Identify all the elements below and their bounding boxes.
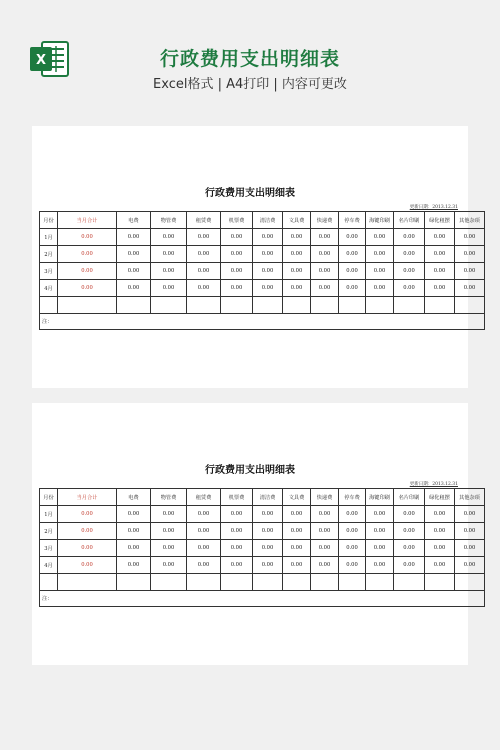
value-cell: 0.00 [253, 263, 283, 280]
value-cell: 0.00 [151, 540, 187, 557]
column-header: 名片印刷 [394, 212, 425, 229]
column-header: 其他杂项 [455, 489, 485, 506]
sheet-title: 行政费用支出明细表 [205, 188, 295, 199]
value-cell: 0.00 [455, 246, 485, 263]
column-header: 名片印刷 [394, 489, 425, 506]
value-cell: 0.00 [394, 229, 425, 246]
value-cell: 0.00 [117, 246, 151, 263]
empty-cell [311, 297, 339, 314]
value-cell: 0.00 [221, 229, 253, 246]
empty-cell [455, 574, 485, 591]
value-cell: 0.00 [455, 540, 485, 557]
column-header: 当月合计 [58, 212, 117, 229]
value-cell: 0.00 [187, 229, 221, 246]
value-cell: 0.00 [221, 540, 253, 557]
value-cell: 0.00 [455, 506, 485, 523]
sheet-preview-2 [32, 403, 480, 665]
empty-row [40, 574, 485, 591]
value-cell: 0.00 [425, 557, 455, 574]
column-header: 停车费 [339, 489, 366, 506]
value-cell: 0.00 [253, 523, 283, 540]
column-header: 文具费 [283, 212, 311, 229]
value-cell: 0.00 [58, 263, 117, 280]
value-cell: 0.00 [455, 280, 485, 297]
update-date: 更新日期：2013.12.31 [409, 482, 458, 487]
value-cell: 0.00 [283, 246, 311, 263]
column-header: 清洁费 [253, 212, 283, 229]
empty-cell [58, 297, 117, 314]
column-header: 机票费 [221, 489, 253, 506]
table-row [40, 229, 485, 246]
empty-cell [283, 574, 311, 591]
header-row [40, 212, 485, 229]
empty-cell [40, 297, 58, 314]
expense-table [39, 211, 485, 330]
value-cell: 0.00 [151, 506, 187, 523]
empty-cell [339, 574, 366, 591]
value-cell: 0.00 [187, 540, 221, 557]
value-cell: 0.00 [311, 263, 339, 280]
column-header: 机票费 [221, 212, 253, 229]
month-cell: 3月 [40, 540, 58, 557]
value-cell: 0.00 [425, 263, 455, 280]
value-cell: 0.00 [366, 229, 394, 246]
column-header: 海键印刷 [366, 489, 394, 506]
value-cell: 0.00 [117, 557, 151, 574]
value-cell: 0.00 [366, 506, 394, 523]
value-cell: 0.00 [58, 280, 117, 297]
value-cell: 0.00 [455, 557, 485, 574]
value-cell: 0.00 [283, 523, 311, 540]
value-cell: 0.00 [339, 523, 366, 540]
value-cell: 0.00 [394, 557, 425, 574]
value-cell: 0.00 [283, 263, 311, 280]
value-cell: 0.00 [394, 263, 425, 280]
value-cell: 0.00 [425, 246, 455, 263]
value-cell: 0.00 [394, 506, 425, 523]
value-cell: 0.00 [151, 263, 187, 280]
value-cell: 0.00 [283, 540, 311, 557]
table-row [40, 557, 485, 574]
empty-cell [117, 574, 151, 591]
value-cell: 0.00 [366, 557, 394, 574]
month-cell: 2月 [40, 246, 58, 263]
value-cell: 0.00 [117, 540, 151, 557]
value-cell: 0.00 [455, 229, 485, 246]
value-cell: 0.00 [311, 229, 339, 246]
logo-letter: X [35, 53, 47, 68]
value-cell: 0.00 [151, 246, 187, 263]
empty-cell [40, 574, 58, 591]
value-cell: 0.00 [151, 229, 187, 246]
value-cell: 0.00 [394, 523, 425, 540]
value-cell: 0.00 [58, 523, 117, 540]
column-header: 租赁费 [187, 489, 221, 506]
month-cell: 2月 [40, 523, 58, 540]
value-cell: 0.00 [117, 506, 151, 523]
value-cell: 0.00 [311, 523, 339, 540]
empty-row [40, 297, 485, 314]
column-header: 清洁费 [253, 489, 283, 506]
empty-cell [394, 297, 425, 314]
value-cell: 0.00 [394, 540, 425, 557]
column-header: 当月合计 [58, 489, 117, 506]
empty-cell [187, 574, 221, 591]
value-cell: 0.00 [58, 506, 117, 523]
empty-cell [283, 297, 311, 314]
value-cell: 0.00 [425, 523, 455, 540]
value-cell: 0.00 [221, 246, 253, 263]
value-cell: 0.00 [455, 263, 485, 280]
column-header: 海键印刷 [366, 212, 394, 229]
column-header: 快递费 [311, 489, 339, 506]
empty-cell [366, 297, 394, 314]
value-cell: 0.00 [311, 280, 339, 297]
empty-cell [311, 574, 339, 591]
sheet-preview-1 [32, 126, 480, 388]
value-cell: 0.00 [187, 557, 221, 574]
value-cell: 0.00 [339, 540, 366, 557]
column-header: 绿化租摆 [425, 489, 455, 506]
empty-cell [253, 297, 283, 314]
column-header: 月份 [40, 212, 58, 229]
value-cell: 0.00 [339, 229, 366, 246]
month-cell: 1月 [40, 506, 58, 523]
value-cell: 0.00 [339, 506, 366, 523]
column-header: 其他杂项 [455, 212, 485, 229]
update-date: 更新日期：2013.12.31 [409, 205, 458, 210]
value-cell: 0.00 [366, 263, 394, 280]
value-cell: 0.00 [221, 523, 253, 540]
column-header: 月份 [40, 489, 58, 506]
empty-cell [187, 297, 221, 314]
value-cell: 0.00 [187, 246, 221, 263]
column-header: 绿化租摆 [425, 212, 455, 229]
empty-cell [151, 297, 187, 314]
empty-cell [253, 574, 283, 591]
value-cell: 0.00 [366, 523, 394, 540]
value-cell: 0.00 [366, 540, 394, 557]
value-cell: 0.00 [394, 280, 425, 297]
empty-cell [58, 574, 117, 591]
value-cell: 0.00 [425, 280, 455, 297]
value-cell: 0.00 [339, 557, 366, 574]
empty-cell [425, 574, 455, 591]
value-cell: 0.00 [366, 246, 394, 263]
value-cell: 0.00 [283, 229, 311, 246]
value-cell: 0.00 [187, 280, 221, 297]
table-row [40, 523, 485, 540]
value-cell: 0.00 [117, 523, 151, 540]
value-cell: 0.00 [221, 263, 253, 280]
month-cell: 3月 [40, 263, 58, 280]
note-row [40, 591, 485, 607]
value-cell: 0.00 [117, 280, 151, 297]
value-cell: 0.00 [117, 229, 151, 246]
page-header [0, 0, 500, 110]
column-header: 物管费 [151, 489, 187, 506]
empty-cell [221, 574, 253, 591]
value-cell: 0.00 [187, 263, 221, 280]
value-cell: 0.00 [311, 557, 339, 574]
empty-cell [366, 574, 394, 591]
value-cell: 0.00 [187, 523, 221, 540]
value-cell: 0.00 [58, 540, 117, 557]
value-cell: 0.00 [58, 246, 117, 263]
column-header: 快递费 [311, 212, 339, 229]
note-label: 注： [40, 314, 485, 330]
note-label: 注： [40, 591, 485, 607]
value-cell: 0.00 [339, 263, 366, 280]
value-cell: 0.00 [425, 229, 455, 246]
column-header: 停车费 [339, 212, 366, 229]
value-cell: 0.00 [366, 280, 394, 297]
empty-cell [394, 574, 425, 591]
value-cell: 0.00 [425, 540, 455, 557]
column-header: 租赁费 [187, 212, 221, 229]
expense-table [39, 488, 485, 607]
value-cell: 0.00 [455, 523, 485, 540]
note-row [40, 314, 485, 330]
value-cell: 0.00 [221, 557, 253, 574]
value-cell: 0.00 [283, 557, 311, 574]
month-cell: 4月 [40, 557, 58, 574]
value-cell: 0.00 [151, 280, 187, 297]
page-subtitle: Excel格式 | A4打印 | 内容可更改 [153, 77, 347, 92]
column-header: 文具费 [283, 489, 311, 506]
value-cell: 0.00 [283, 280, 311, 297]
value-cell: 0.00 [58, 557, 117, 574]
value-cell: 0.00 [253, 540, 283, 557]
month-cell: 1月 [40, 229, 58, 246]
column-header: 电费 [117, 489, 151, 506]
table-row [40, 263, 485, 280]
column-header: 电费 [117, 212, 151, 229]
value-cell: 0.00 [283, 506, 311, 523]
table-row [40, 540, 485, 557]
empty-cell [221, 297, 253, 314]
value-cell: 0.00 [311, 540, 339, 557]
month-cell: 4月 [40, 280, 58, 297]
table-row [40, 246, 485, 263]
value-cell: 0.00 [394, 246, 425, 263]
empty-cell [339, 297, 366, 314]
value-cell: 0.00 [253, 229, 283, 246]
page-title: 行政费用支出明细表 [159, 48, 340, 70]
value-cell: 0.00 [187, 506, 221, 523]
value-cell: 0.00 [311, 506, 339, 523]
value-cell: 0.00 [151, 557, 187, 574]
empty-cell [117, 297, 151, 314]
value-cell: 0.00 [311, 246, 339, 263]
header-row [40, 489, 485, 506]
value-cell: 0.00 [221, 280, 253, 297]
value-cell: 0.00 [425, 506, 455, 523]
empty-cell [151, 574, 187, 591]
table-row [40, 280, 485, 297]
value-cell: 0.00 [58, 229, 117, 246]
value-cell: 0.00 [221, 506, 253, 523]
column-header: 物管费 [151, 212, 187, 229]
table-row [40, 506, 485, 523]
sheet-title: 行政费用支出明细表 [205, 465, 295, 476]
value-cell: 0.00 [151, 523, 187, 540]
empty-cell [425, 297, 455, 314]
value-cell: 0.00 [253, 246, 283, 263]
value-cell: 0.00 [253, 506, 283, 523]
value-cell: 0.00 [253, 557, 283, 574]
value-cell: 0.00 [117, 263, 151, 280]
value-cell: 0.00 [253, 280, 283, 297]
value-cell: 0.00 [339, 246, 366, 263]
value-cell: 0.00 [339, 280, 366, 297]
empty-cell [455, 297, 485, 314]
